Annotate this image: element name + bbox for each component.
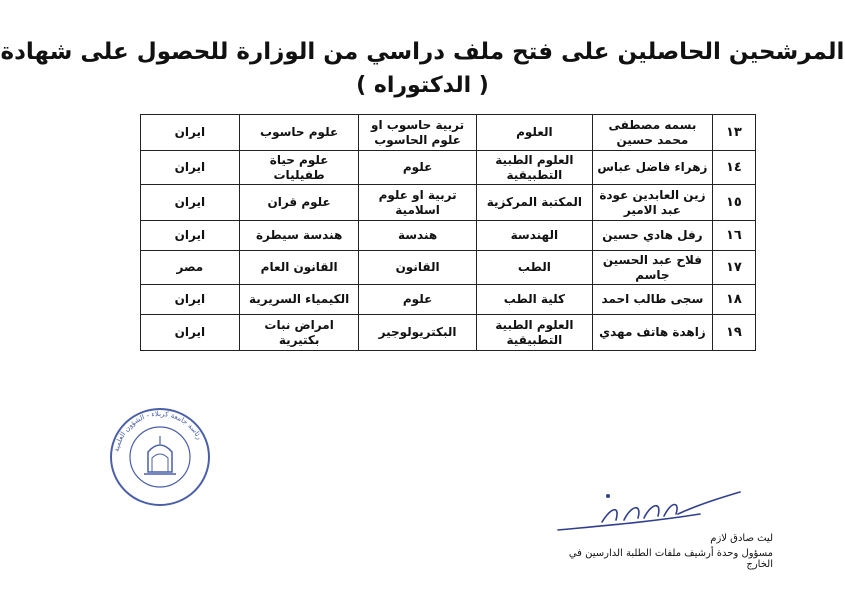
signatory-role: مسؤول وحدة أرشيف ملفات الطلبة الدارسين في الخارج bbox=[568, 548, 773, 570]
country-cell: ايران bbox=[141, 115, 240, 151]
field-cell: القانون bbox=[359, 251, 476, 285]
table-row bbox=[141, 221, 756, 251]
college-cell: الطب bbox=[476, 251, 592, 285]
table-row bbox=[141, 285, 756, 315]
specialization-cell: هندسة سيطرة bbox=[239, 221, 359, 251]
row-number: ١٩ bbox=[712, 315, 755, 351]
table-row bbox=[141, 115, 756, 151]
title-line: المرشحين الحاصلين على فتح ملف دراسي من الوزارة للحصول على شهادة bbox=[0, 39, 845, 65]
candidate-name: رفل هادي حسين bbox=[593, 221, 713, 251]
field-cell: علوم bbox=[359, 151, 476, 185]
candidates-table bbox=[140, 114, 756, 351]
field-cell: تربية او علوم اسلامية bbox=[359, 185, 476, 221]
table-row bbox=[141, 185, 756, 221]
specialization-cell: علوم قران bbox=[239, 185, 359, 221]
college-cell: العلوم الطبية التطبيقية bbox=[476, 151, 592, 185]
table-row bbox=[141, 251, 756, 285]
college-cell: المكتبة المركزية bbox=[476, 185, 592, 221]
country-cell: ايران bbox=[141, 185, 240, 221]
row-number: ١٥ bbox=[712, 185, 755, 221]
row-number: ١٨ bbox=[712, 285, 755, 315]
country-cell: مصر bbox=[141, 251, 240, 285]
document-title bbox=[0, 38, 845, 100]
field-cell: هندسة bbox=[359, 221, 476, 251]
svg-text:رئاسة جامعة كربلاء - الشؤون ال: رئاسة جامعة كربلاء - الشؤون العلمية bbox=[112, 409, 204, 453]
field-cell: علوم bbox=[359, 285, 476, 315]
country-cell: ايران bbox=[141, 285, 240, 315]
specialization-cell: امراض نبات بكتيرية bbox=[239, 315, 359, 351]
country-cell: ايران bbox=[141, 151, 240, 185]
table-row bbox=[141, 151, 756, 185]
row-number: ١٧ bbox=[712, 251, 755, 285]
signatory-name: ليث صادق لازم bbox=[710, 533, 773, 544]
college-cell: العلوم bbox=[476, 115, 592, 151]
field-cell: البكتريولوجير bbox=[359, 315, 476, 351]
country-cell: ايران bbox=[141, 221, 240, 251]
row-number: ١٣ bbox=[712, 115, 755, 151]
college-cell: العلوم الطبية التطبيقية bbox=[476, 315, 592, 351]
university-stamp-icon bbox=[108, 406, 212, 508]
row-number: ١٦ bbox=[712, 221, 755, 251]
college-cell: الهندسة bbox=[476, 221, 592, 251]
row-number: ١٤ bbox=[712, 151, 755, 185]
candidate-name: سجى طالب احمد bbox=[593, 285, 713, 315]
candidate-name: زين العابدين عودة عبد الامير bbox=[593, 185, 713, 221]
signature-icon bbox=[540, 486, 770, 540]
degree-subtitle: ( الدكتوراه ) bbox=[356, 73, 489, 98]
candidate-name: زاهدة هاتف مهدي bbox=[593, 315, 713, 351]
specialization-cell: الكيمياء السريرية bbox=[239, 285, 359, 315]
table-row bbox=[141, 315, 756, 351]
college-cell: كلية الطب bbox=[476, 285, 592, 315]
specialization-cell: القانون العام bbox=[239, 251, 359, 285]
candidate-name: بسمه مصطفى محمد حسين bbox=[593, 115, 713, 151]
specialization-cell: علوم حاسوب bbox=[239, 115, 359, 151]
country-cell: ايران bbox=[141, 315, 240, 351]
candidate-name: فلاح عبد الحسين جاسم bbox=[593, 251, 713, 285]
field-cell: تربية حاسوب او علوم الحاسوب bbox=[359, 115, 476, 151]
specialization-cell: علوم حياة طفيليات bbox=[239, 151, 359, 185]
candidate-name: زهراء فاضل عباس bbox=[593, 151, 713, 185]
